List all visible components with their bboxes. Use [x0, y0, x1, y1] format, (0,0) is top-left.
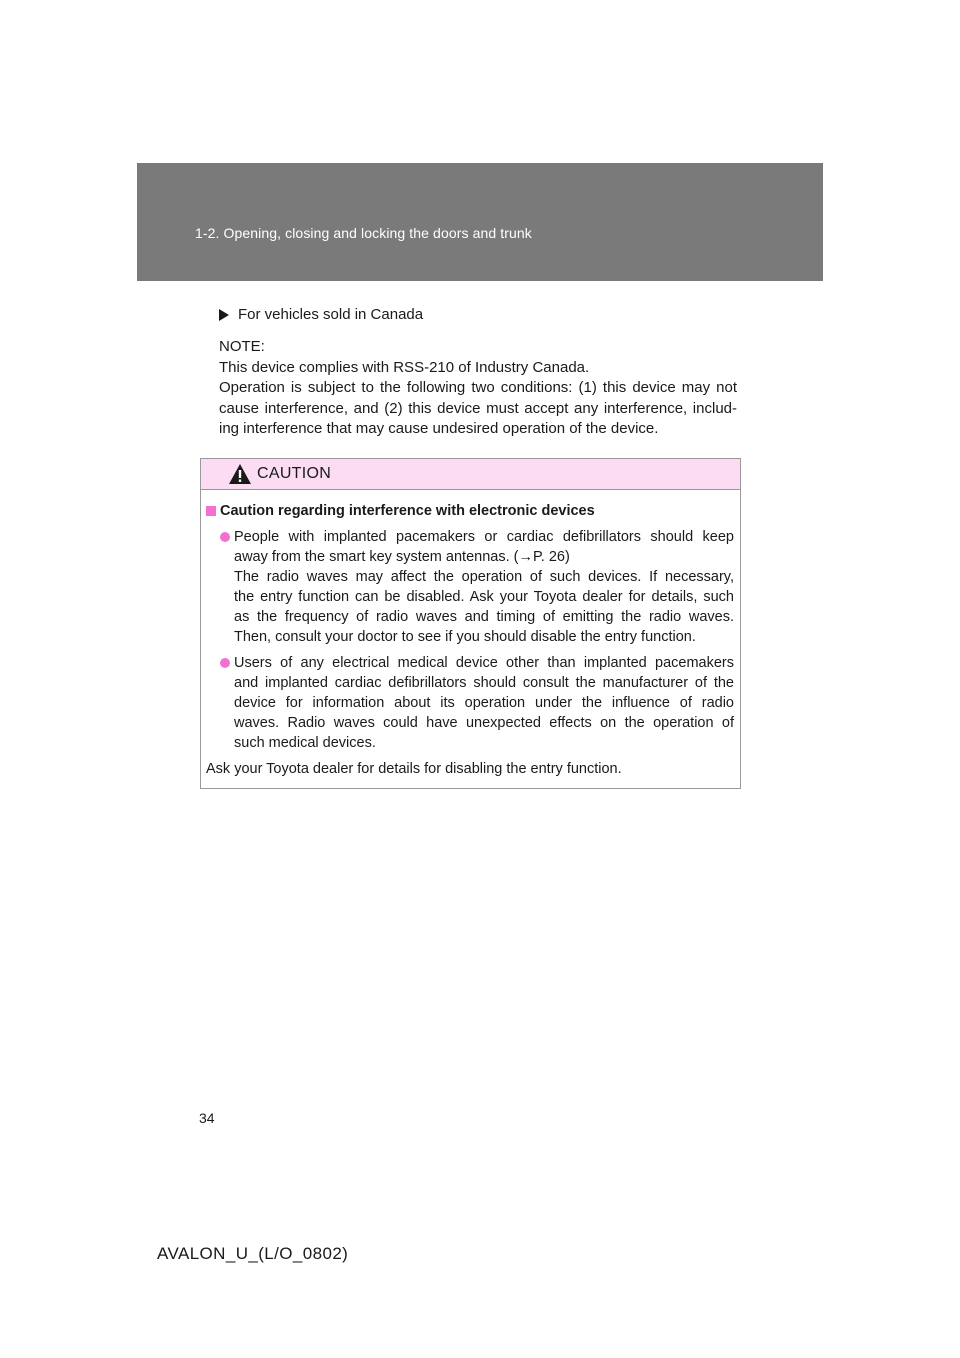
caution-body	[201, 490, 740, 779]
circle-bullet-icon	[220, 532, 230, 542]
bullet-line: away from the smart key system antennas. (→P. 26)	[234, 549, 570, 565]
note-line: ing interference that may cause undesired operation of the device.	[219, 420, 659, 437]
caution-box	[200, 458, 741, 789]
bullet-line: Users of any electrical medical device other than implanted pacemakers	[234, 655, 734, 671]
warning-triangle-icon	[228, 463, 252, 485]
triangle-right-icon	[219, 309, 229, 321]
bullet-line: as the frequency of radio waves and timing of emitting the radio waves.	[234, 609, 734, 625]
section-title: 1-2. Opening, closing and locking the doors and trunk	[195, 225, 532, 241]
bullet-line: Then, consult your doctor to see if you should disable the entry function.	[234, 629, 696, 645]
document-code: AVALON_U_(L/O_0802)	[157, 1244, 349, 1263]
bullet-line: People with implanted pacemakers or cardiac defibrillators should keep	[234, 529, 734, 545]
caution-header	[201, 459, 740, 490]
note-line: This device complies with RSS-210 of Industry Canada.	[219, 358, 590, 376]
square-bullet-icon	[206, 506, 216, 516]
caution-bullet	[206, 653, 734, 753]
note-line: Operation is subject to the following two conditions: (1) this device may not	[219, 379, 737, 396]
bullet-text	[234, 527, 734, 647]
caution-bullet	[206, 527, 734, 647]
header-band	[137, 163, 823, 281]
bullet-text	[234, 653, 734, 753]
page-number: 34	[199, 1110, 215, 1126]
note-label: NOTE:	[219, 338, 265, 355]
intro-content	[219, 305, 737, 440]
bullet-line: device for information about its operation under the influence of radio	[234, 695, 734, 711]
bullet-line: and implanted cardiac defibrillators should consult the manufacturer of the	[234, 675, 734, 691]
note-line: cause interference, and (2) this device must accept any interference, includ-	[219, 399, 737, 417]
caution-title: CAUTION	[257, 465, 332, 482]
bullet-line: The radio waves may affect the operation of such devices. If necessary,	[234, 569, 734, 585]
bullet-line: such medical devices.	[234, 735, 376, 751]
bullet-line: the entry function can be disabled. Ask your Toyota dealer for details, such	[234, 589, 734, 605]
caution-topic-text: Caution regarding interference with electronic devices	[220, 503, 595, 519]
caution-final-line: Ask your Toyota dealer for details for disabling the entry function.	[206, 761, 622, 777]
circle-bullet-icon	[220, 658, 230, 668]
vehicle-line	[219, 305, 737, 325]
caution-topic	[206, 501, 734, 521]
vehicle-line-text: For vehicles sold in Canada	[238, 306, 424, 323]
bullet-line: waves. Radio waves could have unexpected effects on the operation of	[234, 715, 734, 731]
note-block	[219, 337, 737, 440]
